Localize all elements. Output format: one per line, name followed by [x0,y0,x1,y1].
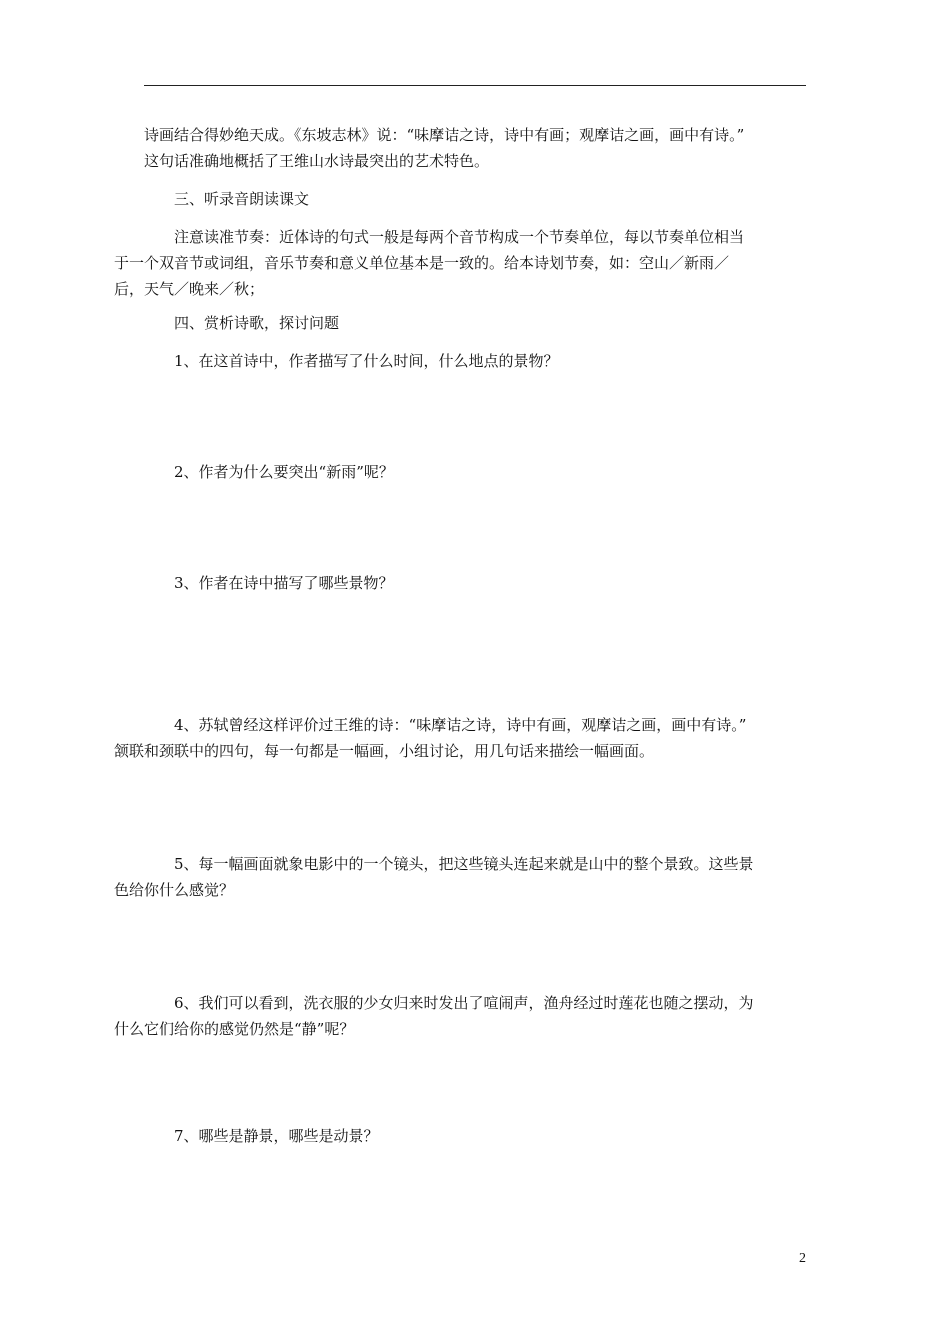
rhythm-line-1: 注意读准节奏：近体诗的句式一般是每两个音节构成一个节奏单位，每以节奏单位相当 [174,228,745,246]
question-3: 3、作者在诗中描写了哪些景物？ [174,574,394,592]
section-heading-4: 四、赏析诗歌，探讨问题 [174,314,340,332]
question-1: 1、在这首诗中，作者描写了什么时间，什么地点的景物？ [174,352,559,370]
question-4-line-2: 颔联和颈联中的四句，每一句都是一幅画，小组讨论，用几句话来描绘一幅画面。 [114,742,655,760]
question-5-line-1: 5、每一幅画面就象电影中的一个镜头，把这些镜头连起来就是山中的整个景致。这些景 [174,855,754,873]
question-6 [114,990,806,1042]
question-5 [114,851,806,903]
intro-paragraph [144,122,806,174]
intro-line-2: 这句话准确地概括了王维山水诗最突出的艺术特色。 [144,152,490,170]
section-heading-3: 三、听录音朗读课文 [174,190,310,208]
page-number: 2 [799,1251,806,1266]
question-5-line-2: 色给你什么感觉？ [114,881,235,899]
question-4-line-1: 4、苏轼曾经这样评价过王维的诗：“味摩诘之诗，诗中有画，观摩诘之画，画中有诗。” [174,716,747,734]
question-6-line-1: 6、我们可以看到，洗衣服的少女归来时发出了喧闹声，渔舟经过时莲花也随之摆动，为 [174,994,754,1012]
rhythm-paragraph [114,224,806,302]
intro-line-1: 诗画结合得妙绝天成。《东坡志林》说：“味摩诘之诗，诗中有画；观摩诘之画，画中有诗。” [144,126,745,144]
header-rule [144,85,806,86]
question-4 [114,712,806,764]
question-2: 2、作者为什么要突出“新雨”呢？ [174,463,394,481]
question-6-line-2: 什么它们给你的感觉仍然是“静”呢？ [114,1020,355,1038]
rhythm-line-2: 于一个双音节或词组，音乐节奏和意义单位基本是一致的。给本诗划节奏，如：空山／新雨／ [114,254,730,272]
rhythm-line-3: 后，天气／晚来／秋； [114,280,265,298]
question-7: 7、哪些是静景，哪些是动景？ [174,1127,379,1145]
